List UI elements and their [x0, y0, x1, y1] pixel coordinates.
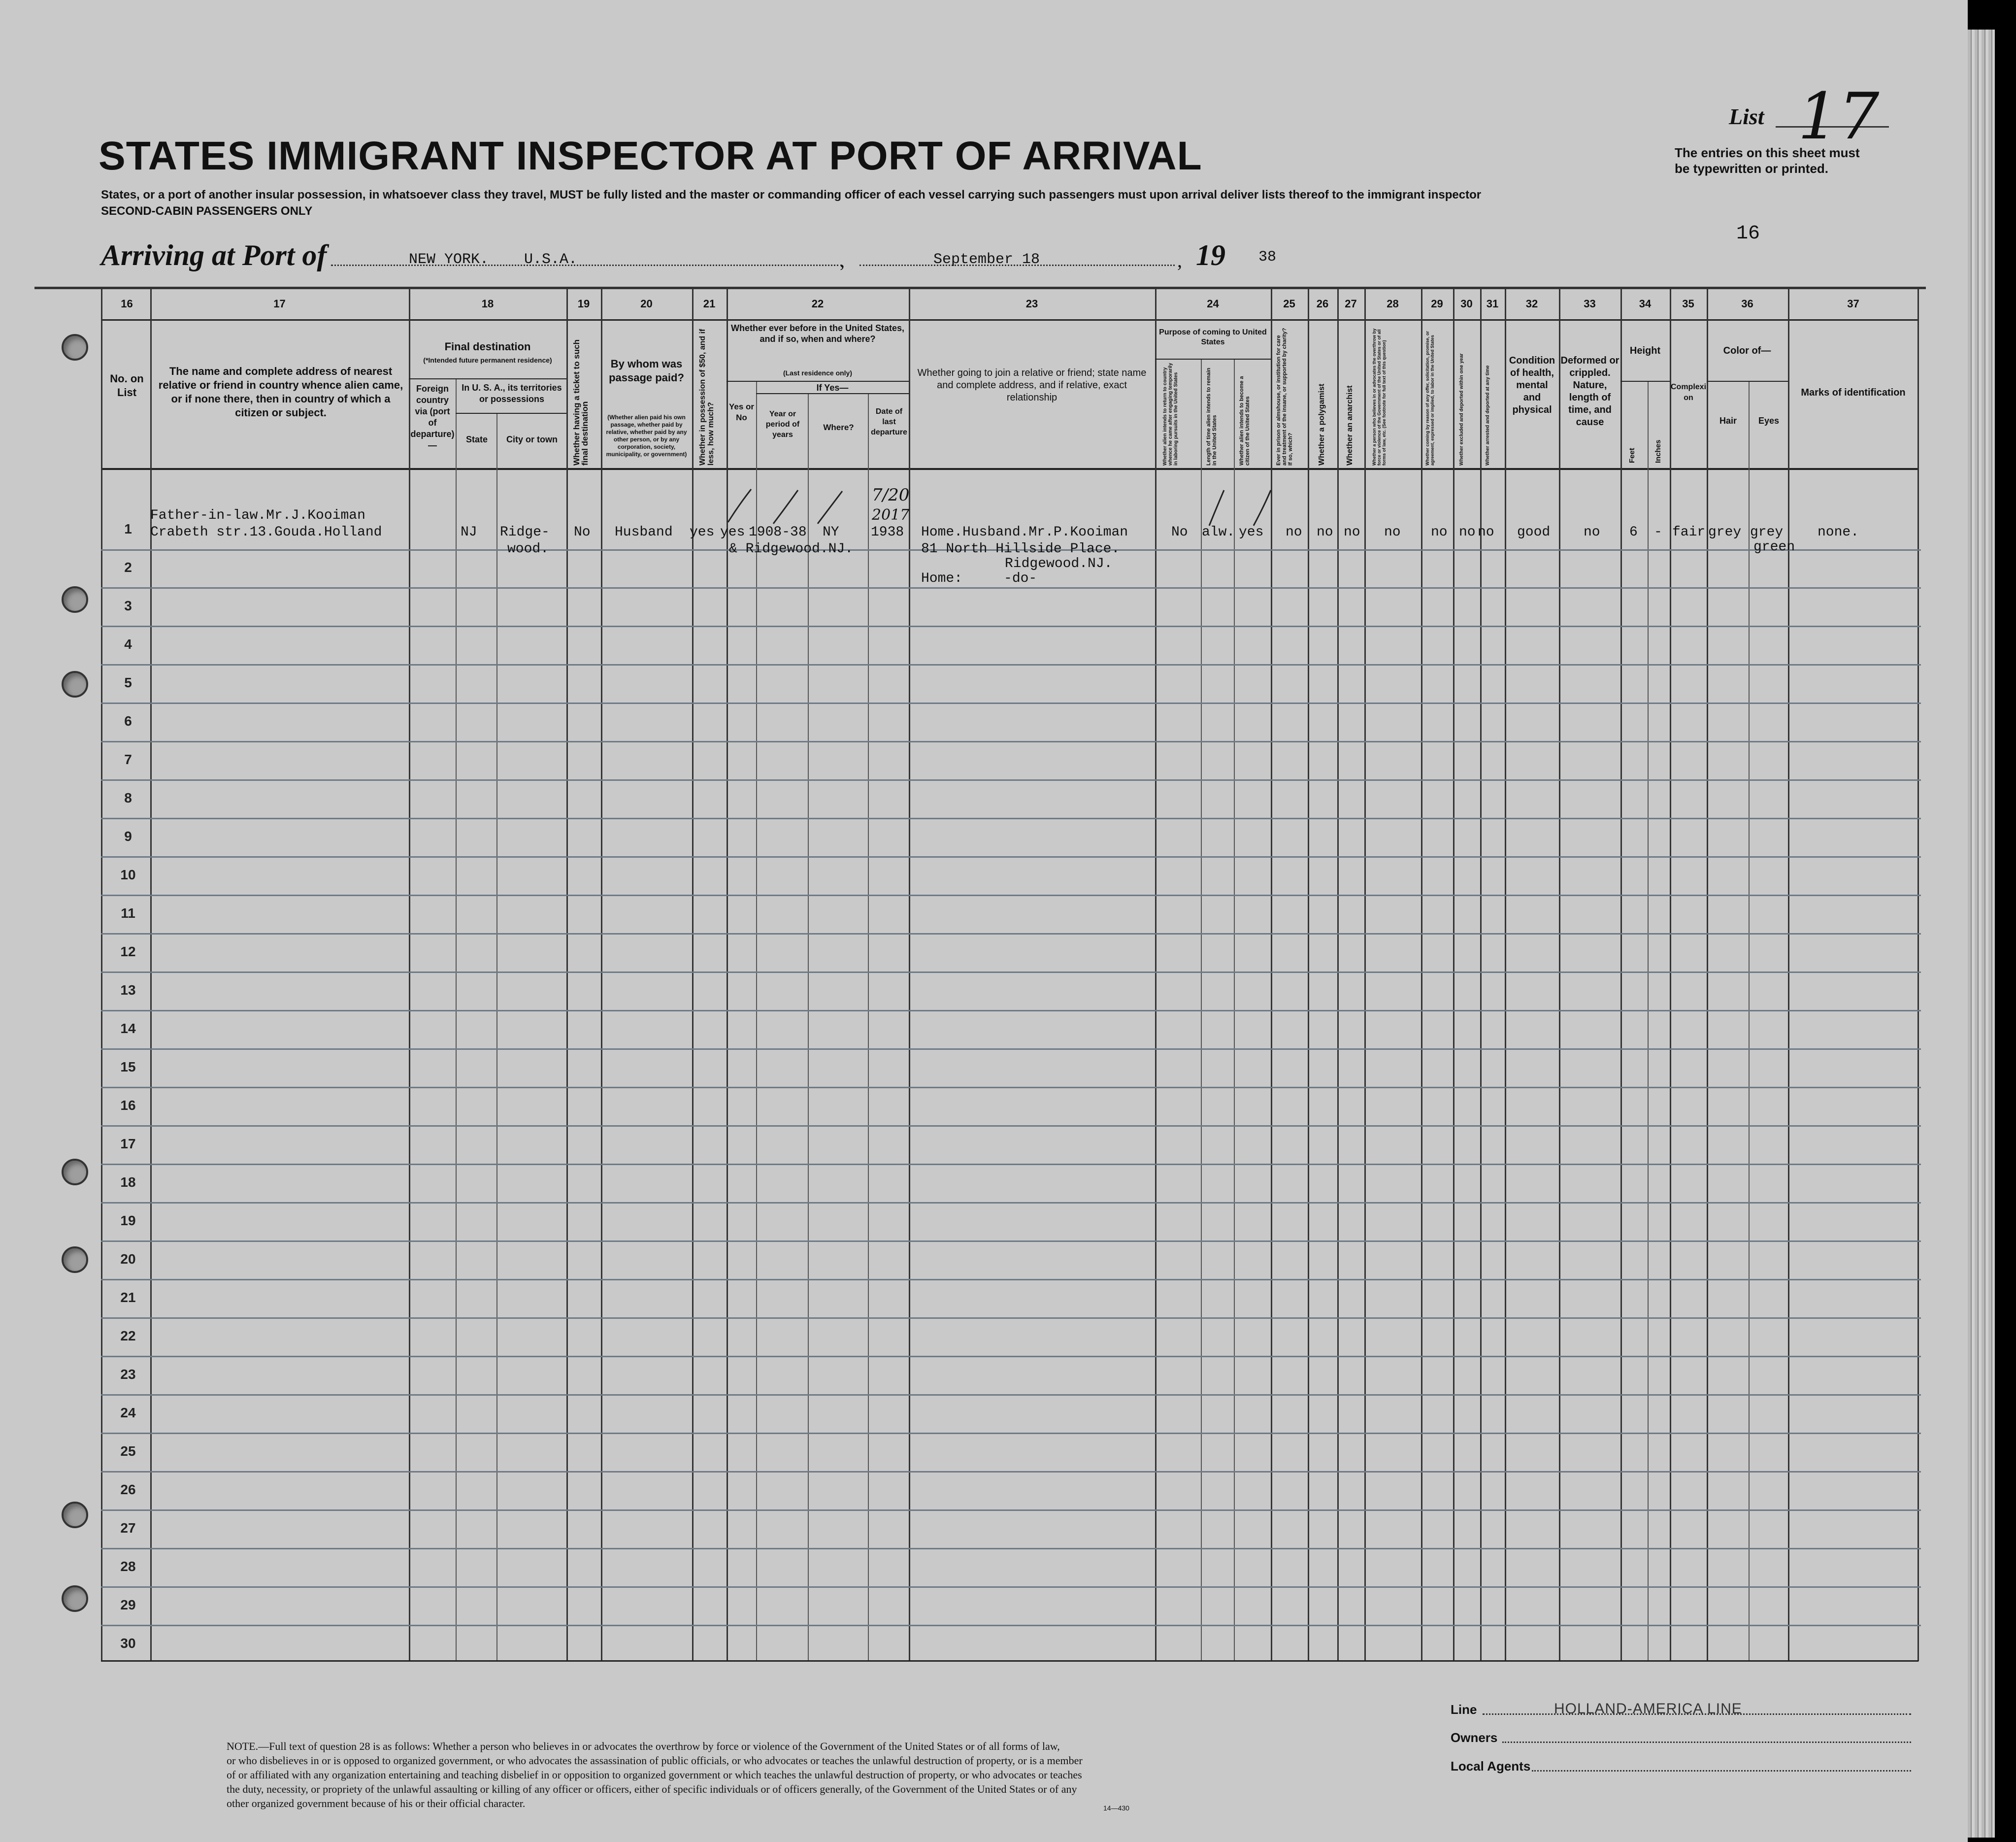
header-length-stay: Length of time alien intends to remain in the United States: [1206, 368, 1218, 466]
header-q29: Whether coming by reason of any offer, solicitation, promise, or agreement, expressed or implied, to labor in the United States: [1425, 331, 1435, 466]
col-num-37: 37: [1847, 298, 1859, 310]
header-health: Condition of health, mental and physical: [1509, 355, 1555, 415]
binder-hole: [62, 334, 88, 361]
row-line: [101, 1279, 1921, 1280]
subheader-rule: [409, 378, 566, 379]
entries-note-2: be typewritten or printed.: [1675, 161, 1829, 176]
deformed-value: no: [1584, 525, 1600, 540]
binder-hole: [62, 1246, 88, 1273]
row-number: 30: [120, 1636, 136, 1651]
header-join-relative: Whether going to join a relative or friend; state name and complete address, and if relative, exact relationship: [917, 368, 1147, 403]
join-line-3: Ridgewood.NJ.: [1005, 556, 1113, 571]
row-line: [101, 1240, 1921, 1242]
header-money: Whether in possession of $50, and if less, how much?: [698, 329, 715, 466]
row-number: 27: [120, 1520, 136, 1536]
check-marks-purpose: [1190, 485, 1288, 530]
sheet-number: 16: [1736, 223, 1760, 245]
row-number: 14: [120, 1021, 136, 1036]
q30-value: no: [1459, 525, 1476, 540]
col-line: [1707, 287, 1708, 1661]
header-purpose: Purpose of coming to United States: [1159, 328, 1267, 346]
header-year: Year or period of years: [765, 410, 800, 439]
header-foreign-country: Foreign country via (port of departure)—: [410, 384, 455, 450]
row-number: 10: [120, 867, 136, 882]
header-q28: Whether a person who believes in or advocates the overthrow by force or violence of the Government of the United States or of all forms of law, etc. (See footnote for full text of this question): [1372, 328, 1387, 466]
subheader-rule: [1155, 359, 1271, 360]
page-subtitle: States, or a port of another insular possession, in whatsoever class they travel, MUST be fully listed and the master or commanding officer of each vessel carrying such passengers must upon arrival deliver lists thereof to the immigrant inspector: [101, 188, 1482, 201]
subheader-rule: [1707, 381, 1788, 382]
eyes-value-2: green: [1753, 539, 1795, 555]
col-num-18: 18: [481, 298, 494, 310]
col-line: [1364, 287, 1366, 1661]
colnum-border: [101, 319, 1918, 321]
arriving-label: Arriving at Port of: [101, 239, 327, 271]
header-if-yes: If Yes—: [816, 383, 849, 393]
row-line: [101, 1433, 1921, 1434]
col-line: [1480, 287, 1482, 1661]
row-line: [101, 1586, 1921, 1588]
header-in-usa: In U. S. A., its territories or possessions: [462, 383, 562, 404]
header-deformed: Deformed or crippled. Nature, length of time, and cause: [1560, 355, 1619, 428]
col-line: [1670, 287, 1671, 1661]
destination-city-1: Ridge-: [500, 525, 550, 540]
header-height: Height: [1629, 345, 1661, 356]
row-number: 11: [121, 905, 135, 921]
row-number: 5: [124, 675, 132, 690]
row-line: [101, 1048, 1921, 1050]
row-number: 13: [120, 982, 136, 998]
join-line-1: Home.Husband.Mr.P.Kooiman: [921, 525, 1128, 540]
header-anarchist: Whether an anarchist: [1346, 385, 1354, 466]
comma-2: ,: [1177, 249, 1182, 271]
ticket-value: No: [574, 525, 591, 540]
col-num-30: 30: [1460, 298, 1473, 310]
col-num-26: 26: [1316, 298, 1329, 310]
col-line: [756, 382, 757, 1661]
header-been-before-note: (Last residence only): [783, 369, 853, 377]
form-number: 14—430: [1103, 1804, 1129, 1812]
row-line: [101, 1548, 1921, 1549]
row-line: [101, 741, 1921, 742]
col-line: [409, 287, 410, 1661]
header-been-before: Whether ever before in the United States, and if so, when and where?: [730, 323, 905, 344]
header-no-on-list: No. on List: [110, 372, 144, 399]
col-line: [150, 287, 152, 1661]
subheader-rule: [456, 413, 566, 414]
row-number: 26: [120, 1482, 136, 1497]
row-line: [101, 1471, 1921, 1473]
col-num-23: 23: [1025, 298, 1038, 310]
cabin-class: SECOND-CABIN PASSENGERS ONLY: [101, 204, 313, 218]
row-line: [101, 703, 1921, 704]
header-city: City or town: [506, 435, 558, 444]
subheader-rule: [1620, 381, 1670, 382]
header-hair: Hair: [1719, 416, 1737, 426]
row-line: [101, 818, 1921, 819]
row-line: [101, 1125, 1921, 1127]
row-number: 23: [120, 1367, 136, 1382]
table-bottom-border: [101, 1660, 1918, 1662]
row-number: 4: [124, 636, 132, 652]
shipping-line-stamp: HOLLAND-AMERICA LINE: [1554, 1701, 1742, 1717]
row-line: [101, 664, 1921, 666]
col-line: [1308, 287, 1309, 1661]
col-line: [101, 287, 102, 1661]
header-passage-paid: By whom was passage paid?: [609, 358, 684, 384]
col-num-34: 34: [1639, 298, 1652, 310]
row-line: [101, 933, 1921, 935]
col-line: [1917, 287, 1919, 1661]
header-state: State: [465, 435, 488, 444]
q31-value: no: [1478, 525, 1494, 540]
row-number: 12: [120, 944, 136, 959]
header-polygamist: Whether a polygamist: [1318, 383, 1326, 466]
col-line: [1559, 287, 1560, 1661]
col-num-22: 22: [811, 298, 824, 310]
port-value: NEW YORK. U.S.A.: [409, 251, 578, 268]
col-num-27: 27: [1345, 298, 1357, 310]
page-title: STATES IMMIGRANT INSPECTOR AT PORT OF ARRIVAL: [99, 134, 1202, 178]
header-yes-no: Yes or No: [728, 402, 755, 422]
row-number: 18: [120, 1174, 136, 1190]
header-marks: Marks of identification: [1801, 387, 1906, 398]
binder-hole: [62, 1585, 88, 1612]
hair-value: grey: [1708, 525, 1742, 540]
row-line: [101, 971, 1921, 973]
col-num-31: 31: [1486, 298, 1499, 310]
row-line: [101, 1087, 1921, 1088]
row-line: [101, 1625, 1921, 1626]
health-value: good: [1517, 525, 1551, 540]
row-number: 17: [120, 1136, 136, 1151]
header-bottom-border: [101, 468, 1918, 470]
year-suffix: 38: [1258, 249, 1277, 266]
list-label: List: [1729, 104, 1764, 129]
relative-line-1: Father-in-law.Mr.J.Kooiman: [150, 508, 365, 523]
col-num-20: 20: [640, 298, 653, 310]
binder-hole: [62, 586, 88, 613]
col-line: [1337, 287, 1339, 1661]
join-line-4: Home: -do-: [921, 571, 1037, 586]
year-prefix: 19: [1196, 239, 1225, 271]
line-label: Line: [1451, 1702, 1477, 1717]
money-value: yes: [690, 525, 715, 540]
row-number: 21: [120, 1290, 136, 1305]
col-line: [456, 379, 457, 1661]
row-line: [101, 1317, 1921, 1319]
row-line: [101, 1394, 1921, 1396]
departure-date-handwritten: 7/20: [872, 485, 910, 505]
row-number: 16: [120, 1098, 136, 1113]
agents-underline: [1532, 1770, 1911, 1772]
row-number: 15: [120, 1059, 136, 1074]
length-value: alw.: [1202, 525, 1235, 540]
anarchist-value: no: [1344, 525, 1360, 540]
col-line: [496, 414, 497, 1661]
row-number: 3: [124, 598, 132, 613]
row-number: 22: [120, 1328, 136, 1343]
entries-note-1: The entries on this sheet must: [1675, 145, 1860, 160]
row-number: 19: [120, 1213, 136, 1228]
row-number: 24: [120, 1405, 136, 1420]
col-num-32: 32: [1525, 298, 1538, 310]
col-line: [1421, 287, 1422, 1661]
binder-hole: [62, 1502, 88, 1528]
relative-line-2: Crabeth str.13.Gouda.Holland: [150, 525, 382, 540]
header-color-of: Color of—: [1723, 345, 1771, 356]
header-feet: Feet: [1628, 448, 1636, 463]
col-num-16: 16: [121, 298, 133, 310]
row-line: [101, 1356, 1921, 1357]
port-line: [331, 265, 842, 266]
col-line: [1155, 287, 1157, 1661]
row-line: [101, 1164, 1921, 1165]
return-value: No: [1171, 525, 1188, 540]
citizen-value: yes: [1239, 525, 1264, 540]
col-line: [566, 287, 568, 1661]
header-prison: Ever in prison or almshouse, or institution for care and treatment of the insane, or supported by charity? If so, which?: [1276, 328, 1293, 466]
owners-label: Owners: [1451, 1730, 1498, 1745]
col-line: [601, 287, 602, 1661]
header-relative: The name and complete address of nearest relative or friend in country whence alien came, or if none there, then in country of which a citizen or subject.: [158, 365, 403, 419]
row-number: 8: [124, 790, 132, 805]
row-line: [101, 1509, 1921, 1511]
row-number: 1: [124, 521, 132, 536]
marks-value: none.: [1818, 525, 1859, 540]
footnote-line-1: NOTE.—Full text of question 28 is as follows: Whether a person who believes in or advocates the overthrow by force or violence of the Government of the United States or of all forms of law,: [227, 1740, 1060, 1752]
col-line: [1749, 382, 1750, 1661]
row-line: [101, 895, 1921, 896]
destination-city-2: wood.: [507, 541, 549, 557]
col-num-33: 33: [1584, 298, 1596, 310]
departure-date-typed: 1938: [871, 525, 904, 540]
col-line: [1453, 287, 1454, 1661]
col-line: [1620, 287, 1622, 1661]
row-number: 28: [120, 1559, 136, 1574]
col-num-24: 24: [1207, 298, 1219, 310]
check-marks: [724, 485, 887, 530]
join-line-2: 81 North Hillside Place.: [921, 541, 1120, 557]
header-final-destination: Final destination: [444, 340, 531, 353]
footnote-line-4: the duty, necessity, or propriety of the unlawful assaulting or killing of any officer or officers, either of specific individuals or of officers generally, of the Government of the United States or of any: [227, 1783, 1077, 1795]
col-line: [1788, 287, 1789, 1661]
inches-value: -: [1654, 525, 1662, 540]
col-num-25: 25: [1283, 298, 1295, 310]
col-num-19: 19: [577, 298, 590, 310]
row-number: 20: [120, 1251, 136, 1267]
where-value-2: & Ridgewood.NJ.: [729, 541, 854, 557]
eyes-value-1: grey: [1750, 525, 1784, 540]
col-num-21: 21: [703, 298, 716, 310]
col-num-29: 29: [1431, 298, 1443, 310]
q29-value: no: [1431, 525, 1448, 540]
header-citizen: Whether alien intends to become a citizen of the United States: [1239, 376, 1251, 466]
header-last-departure: Date of last departure: [871, 407, 907, 436]
list-number: 17: [1798, 79, 1880, 154]
binder-hole: [62, 1159, 88, 1185]
table-top-border: [34, 287, 1926, 289]
header-final-destination-note: (*Intended future permanent residence): [423, 356, 552, 364]
prison-value: no: [1286, 525, 1302, 540]
row-number: 29: [120, 1597, 136, 1612]
comma: ,: [840, 249, 845, 271]
col-num-28: 28: [1387, 298, 1399, 310]
header-intends-return: Whether alien intends to return to country whence he came after engaging temporarily in laboring pursuits in the United States: [1162, 363, 1179, 466]
header-eyes: Eyes: [1758, 416, 1780, 426]
header-q31: Whether arrested and deported at any time: [1485, 365, 1490, 466]
years-value: 1908-38: [749, 525, 807, 540]
col-num-35: 35: [1682, 298, 1694, 310]
row-number: 7: [124, 752, 132, 767]
col-line: [1505, 287, 1506, 1661]
header-complexion: Complexion: [1671, 383, 1707, 402]
col-num-17: 17: [273, 298, 286, 310]
header-where: Where?: [823, 423, 854, 432]
owners-underline: [1502, 1742, 1911, 1743]
departure-date-handwritten-2: 2017: [872, 506, 910, 524]
header-q30: Whether excluded and deported within one year: [1459, 353, 1464, 466]
book-page-edges: [1968, 30, 1995, 1838]
feet-value: 6: [1629, 525, 1638, 540]
row-number: 9: [124, 829, 132, 844]
header-passage-paid-note: (Whether alien paid his own passage, whether paid by relative, whether paid by any other person, or by any corporation, society, municipality, or government): [606, 414, 687, 458]
where-value-1: NY: [823, 525, 839, 540]
row-line: [101, 779, 1921, 781]
col-line: [692, 287, 694, 1661]
passage-paid-value: Husband: [615, 525, 673, 540]
row-line: [101, 856, 1921, 858]
row-line: [101, 1010, 1921, 1011]
col-line: [1648, 382, 1649, 1661]
row-number: 6: [124, 713, 132, 729]
agents-label: Local Agents: [1451, 1759, 1531, 1774]
date-value: September 18: [933, 251, 1040, 268]
row-line: [101, 1202, 1921, 1204]
destination-state: NJ: [461, 525, 477, 540]
binder-hole: [62, 671, 88, 698]
header-inches: Inches: [1654, 439, 1662, 463]
complexion-value: fair: [1672, 525, 1706, 540]
been-before-value: yes: [720, 525, 745, 540]
row-line: [101, 587, 1921, 589]
row-line: [101, 626, 1921, 627]
header-ticket: Whether having a ticket to such final destination: [572, 339, 590, 466]
footnote: [227, 1739, 1448, 1810]
footnote-line-2: or who disbelieves in or is opposed to organized government, or who advocates the assassination of public officials, or who advocates or teaches the unlawful destruction of property, or is a member: [227, 1754, 1083, 1767]
footnote-line-5: other organized government because of his or their official character.: [227, 1797, 526, 1809]
polygamist-value: no: [1317, 525, 1333, 540]
footnote-line-3: of or affiliated with any organization entertaining and teaching disbelief in or opposition to organized government or which teaches the unlawful destruction of property, or who advocates or teaches: [227, 1769, 1082, 1781]
q28-value: no: [1384, 525, 1401, 540]
col-num-36: 36: [1741, 298, 1753, 310]
row-number: 25: [120, 1443, 136, 1459]
row-number: 2: [124, 560, 132, 575]
